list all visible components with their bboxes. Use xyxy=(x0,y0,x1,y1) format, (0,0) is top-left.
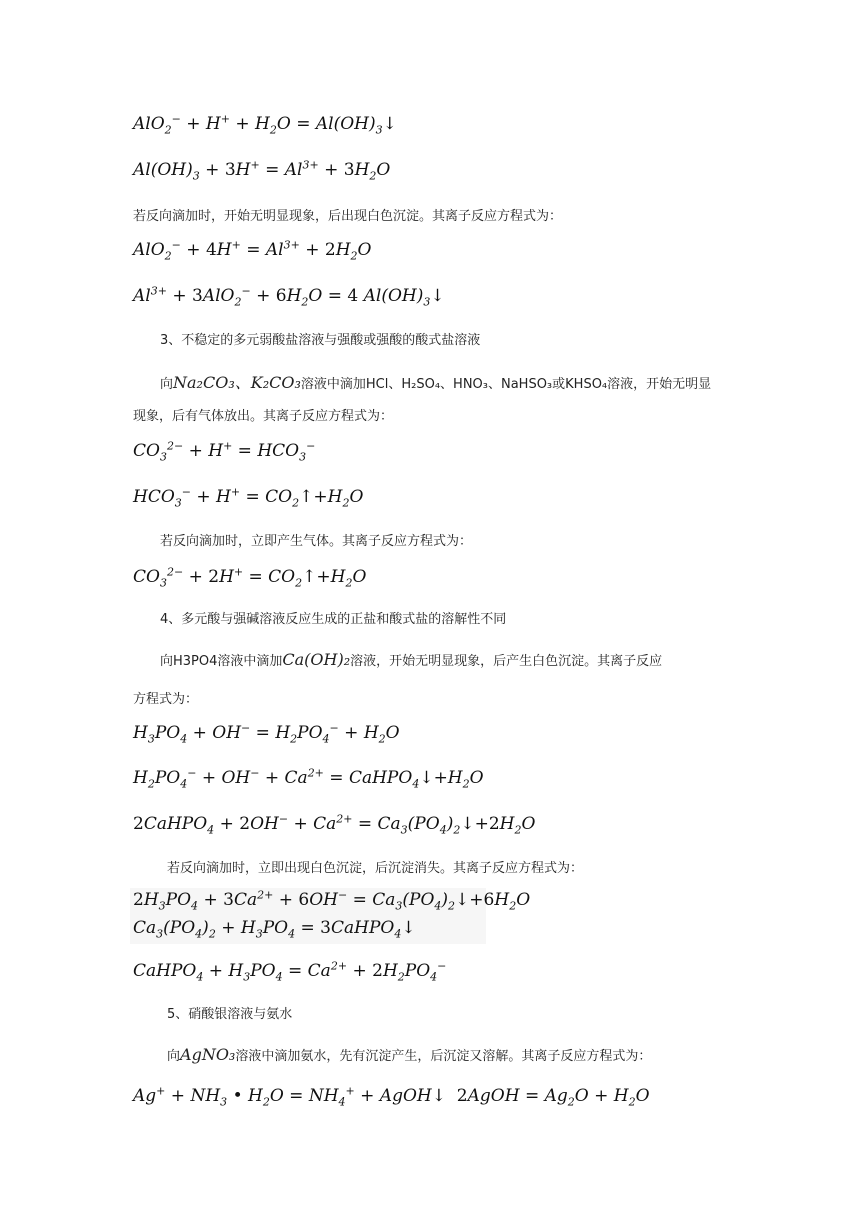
equation-co3-excess-acid: $CO_3^{2-} + 2H^+$ = $CO_2↑+H_2O$ xyxy=(133,565,367,590)
equation-al-alo2-hydrolysis: $Al^{3+} + 3AlO_2^- + 6H_2O = 4$ $Al(OH)_3↓$ xyxy=(133,284,445,309)
equation-cahpo4-h3po4: CaHPO$_4$ + $H_3PO_4 = Ca^{2+} + 2H_2PO_4^-$ xyxy=(133,959,447,984)
paragraph-reverse-al: 若反向滴加时，开始无明显现象，后出现白色沉淀。其离子反应方程式为： xyxy=(133,209,563,224)
section-3-paragraph-line2: 现象，后有气体放出。其离子反应方程式为： xyxy=(133,409,394,424)
section-3-paragraph xyxy=(160,370,711,393)
paragraph-prefix: 向 xyxy=(167,1049,181,1064)
paragraph-suffix: 溶液中滴加HCl、H₂SO₄、HNO₃、NaHSO₃或KHSO₄溶液，开始无明显 xyxy=(300,377,712,392)
equation-alo2-h-water: $AlO_2^- + H^+ + H_2O$ = $Al(OH)_3↓$ xyxy=(133,112,397,137)
carbonate-formula: Na₂CO₃、K₂CO₃ xyxy=(173,373,301,392)
section-3-heading: 3、不稳定的多元弱酸盐溶液与强酸或强酸的酸式盐溶液 xyxy=(160,333,481,348)
equation-h2po4-oh-ca: $H_2PO_4^- + OH^- + Ca^{2+}$ = $CaHPO_4↓+H_2O$ xyxy=(133,766,484,791)
equation-hco3-h: $HCO_3^- + H^+$ = $CO_2↑+H_2O$ xyxy=(133,485,364,510)
section-4-heading: 4、多元酸与强碱溶液反应生成的正盐和酸式盐的溶解性不同 xyxy=(160,612,507,627)
section-4-paragraph-line2: 方程式为： xyxy=(133,692,199,707)
equation-aloh3-acid: $Al(OH)_3 + 3H^+ = Al^{3+} + 3H_2O$ xyxy=(133,158,391,183)
equation-ag-ammonia: $Ag^+ + NH_3$ • $H_2O = NH_4^+$ + AgOH↓ 2AgOH = $Ag_2O + H_2O$ xyxy=(133,1084,650,1109)
equation-h3po4-ca-oh: $2H_3PO_4 + 3Ca^{2+} + 6OH^-$ = $Ca_3(PO_4)_2↓+6H_2O$ xyxy=(133,888,531,913)
equation-cahpo4-oh-ca: 2CaHPO$_4$ + $2OH^- + Ca^{2+}$ = $Ca_3(PO_4)_2↓+2H_2O$ xyxy=(133,812,536,837)
equation-ca3po42-h3po4: $Ca_3(PO_4)_2 + H_3PO_4$ = 3CaHPO$_4$↓ xyxy=(133,918,416,941)
paragraph-reverse-co3: 若反向滴加时，立即产生气体。其离子反应方程式为： xyxy=(160,534,473,549)
section-5-paragraph xyxy=(167,1045,651,1064)
caoh2-formula: Ca(OH)₂ xyxy=(282,650,351,669)
paragraph-suffix: 溶液，开始无明显现象，后产生白色沉淀。其离子反应 xyxy=(350,654,663,669)
equation-alo2-excess-acid: $AlO_2^- + 4H^+ = Al^{3+} + 2H_2O$ xyxy=(133,238,372,263)
paragraph-prefix: 向 xyxy=(160,377,174,392)
section-5-heading: 5、硝酸银溶液与氨水 xyxy=(167,1007,293,1022)
paragraph-prefix: 向H3PO4溶液中滴加 xyxy=(160,654,283,669)
paragraph-reverse-po4: 若反向滴加时，立即出现白色沉淀，后沉淀消失。其离子反应方程式为： xyxy=(167,861,584,876)
section-4-paragraph xyxy=(160,650,662,669)
equation-h3po4-oh: $H_3PO_4 + OH^- = H_2PO_4^- + H_2O$ xyxy=(133,721,400,746)
agno3-formula: AgNO₃ xyxy=(180,1045,236,1064)
paragraph-suffix: 溶液中滴加氨水，先有沉淀产生，后沉淀又溶解。其离子反应方程式为： xyxy=(235,1049,652,1064)
equation-co3-h: $CO_3^{2-} + H^+ = HCO_3^-$ xyxy=(133,439,316,464)
